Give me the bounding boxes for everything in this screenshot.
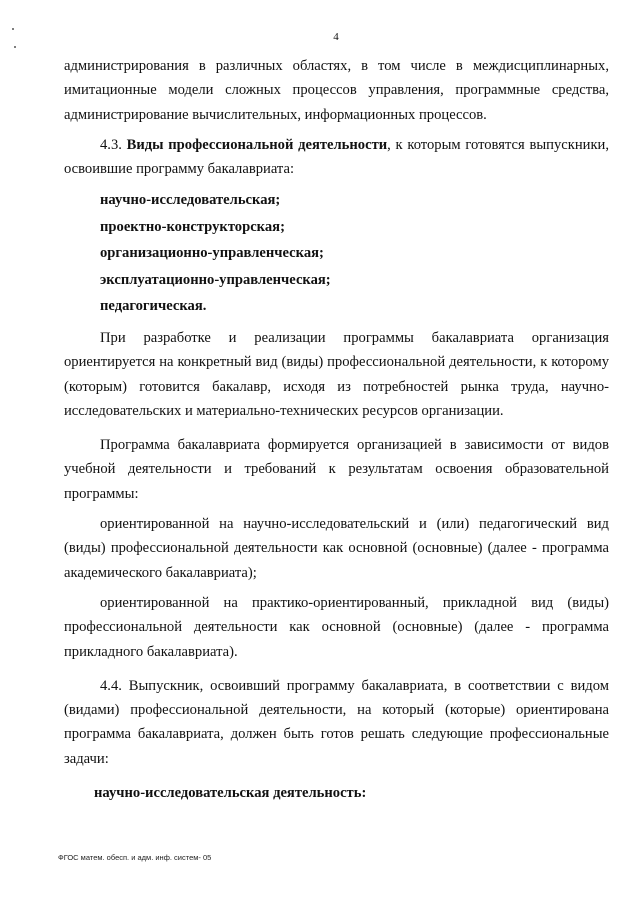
section-number: 4.3. — [100, 136, 122, 153]
page-number: 4 — [333, 31, 339, 43]
section-4-3-paragraph — [64, 133, 609, 182]
paragraph-continuation: администрирования в различных областях, в том числе в междисциплинарных, имитационные модели сложных процессов управления, программные средства, администрирование вычислительных, информационных процессов. — [64, 58, 609, 123]
list-item: педагогическая. — [100, 298, 207, 315]
list-item: научно-исследовательская; — [100, 192, 281, 209]
paragraph-development: При разработке и реализации программы бакалавриата организация ориентируется на конкретный вид (виды) профессиональной деятельности, к которому (которым) готовится бакалавр, исходя из потребностей рынка труда, научно-исследовательских и материально-технических ресурсов организации. — [64, 329, 609, 419]
section-4-4-paragraph: 4.4. Выпускник, освоивший программу бакалавриата, в соответствии с видом (видами) профессиональной деятельности, на который (которые) ориентирована программа бакалавриата, должен быть готов решать следующие профессиональные задачи: — [64, 677, 609, 767]
document-body — [64, 54, 609, 805]
scan-artifact-dot — [14, 46, 16, 48]
footer-document-code: ФГОС матем. обесп. и адм. инф. систем- 05 — [58, 853, 212, 862]
scan-artifact-dot — [12, 28, 14, 30]
section-text: , к которым готовятся выпускники, освоившие программу бакалавриата: — [64, 136, 609, 178]
paragraph-applied-bachelor: ориентированной на практико-ориентированный, прикладной вид (виды) профессиональной деятельности как основной (основные) (далее - программа прикладного бакалавриата). — [64, 594, 609, 660]
list-item: организационно-управленческая; — [100, 245, 324, 262]
paragraph-academic-bachelor: ориентированной на научно-исследовательский и (или) педагогический вид (виды) профессиональной деятельности как основной (основные) (далее - программа академического бакалавриата); — [64, 516, 609, 581]
subheading-research-activity: научно-исследовательская деятельность: — [94, 785, 367, 802]
section-heading-bold: Виды профессиональной деятельности — [126, 136, 388, 153]
paragraph-program-formation: Программа бакалавриата формируется организацией в зависимости от видов учебной деятельности и требований к результатам освоения образовательной программы: — [64, 437, 609, 502]
list-item: эксплуатационно-управленческая; — [100, 271, 331, 288]
list-item: проектно-конструкторская; — [100, 218, 285, 235]
